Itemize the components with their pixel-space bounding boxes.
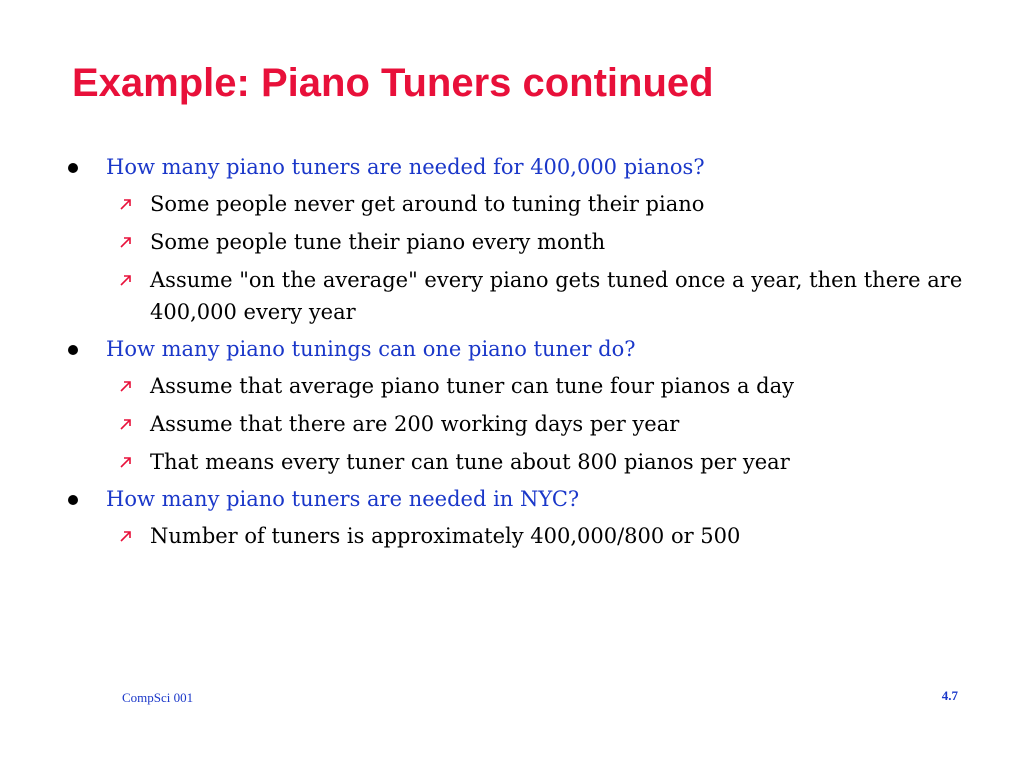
sub-bullet-item bbox=[66, 188, 966, 220]
diagonal-arrow-icon bbox=[118, 416, 134, 432]
diagonal-arrow-icon bbox=[118, 528, 134, 544]
sub-bullet-text: Assume that average piano tuner can tune four pianos a day bbox=[150, 374, 794, 398]
sub-bullet-item bbox=[66, 226, 966, 258]
footer-page-number: 4.7 bbox=[941, 688, 958, 703]
sub-bullet-text: Assume that there are 200 working days per year bbox=[150, 412, 680, 436]
sub-bullet-text: Some people tune their piano every month bbox=[150, 230, 606, 254]
sub-bullet-text: Number of tuners is approximately 400,000/800 or 500 bbox=[150, 524, 741, 548]
diagonal-arrow-icon bbox=[118, 196, 134, 212]
diagonal-arrow-icon bbox=[118, 378, 134, 394]
bullet-text: How many piano tuners are needed in NYC? bbox=[106, 487, 580, 511]
footer-course: CompSci 001 bbox=[122, 690, 194, 705]
bullet-text: How many piano tunings can one piano tuner do? bbox=[106, 337, 636, 361]
bullet-list bbox=[66, 152, 966, 558]
sub-bullet-text: Assume "on the average" every piano gets tuned once a year, then there are 400,000 every year bbox=[150, 268, 963, 324]
bullet-dot-icon bbox=[68, 163, 78, 173]
slide-title: Example: Piano Tuners continued bbox=[72, 61, 714, 105]
bullet-item bbox=[66, 334, 966, 364]
sub-bullet-item bbox=[66, 370, 966, 402]
bullet-item bbox=[66, 152, 966, 182]
diagonal-arrow-icon bbox=[118, 272, 134, 288]
diagonal-arrow-icon bbox=[118, 454, 134, 470]
bullet-dot-icon bbox=[68, 345, 78, 355]
sub-bullet-item bbox=[66, 408, 966, 440]
bullet-dot-icon bbox=[68, 495, 78, 505]
bullet-text: How many piano tuners are needed for 400,000 pianos? bbox=[106, 155, 705, 179]
sub-bullet-text: That means every tuner can tune about 800 pianos per year bbox=[150, 450, 790, 474]
diagonal-arrow-icon bbox=[118, 234, 134, 250]
sub-bullet-text: Some people never get around to tuning their piano bbox=[150, 192, 705, 216]
sub-bullet-item bbox=[66, 520, 966, 552]
bullet-item bbox=[66, 484, 966, 514]
sub-bullet-item bbox=[66, 264, 966, 328]
sub-bullet-item bbox=[66, 446, 966, 478]
